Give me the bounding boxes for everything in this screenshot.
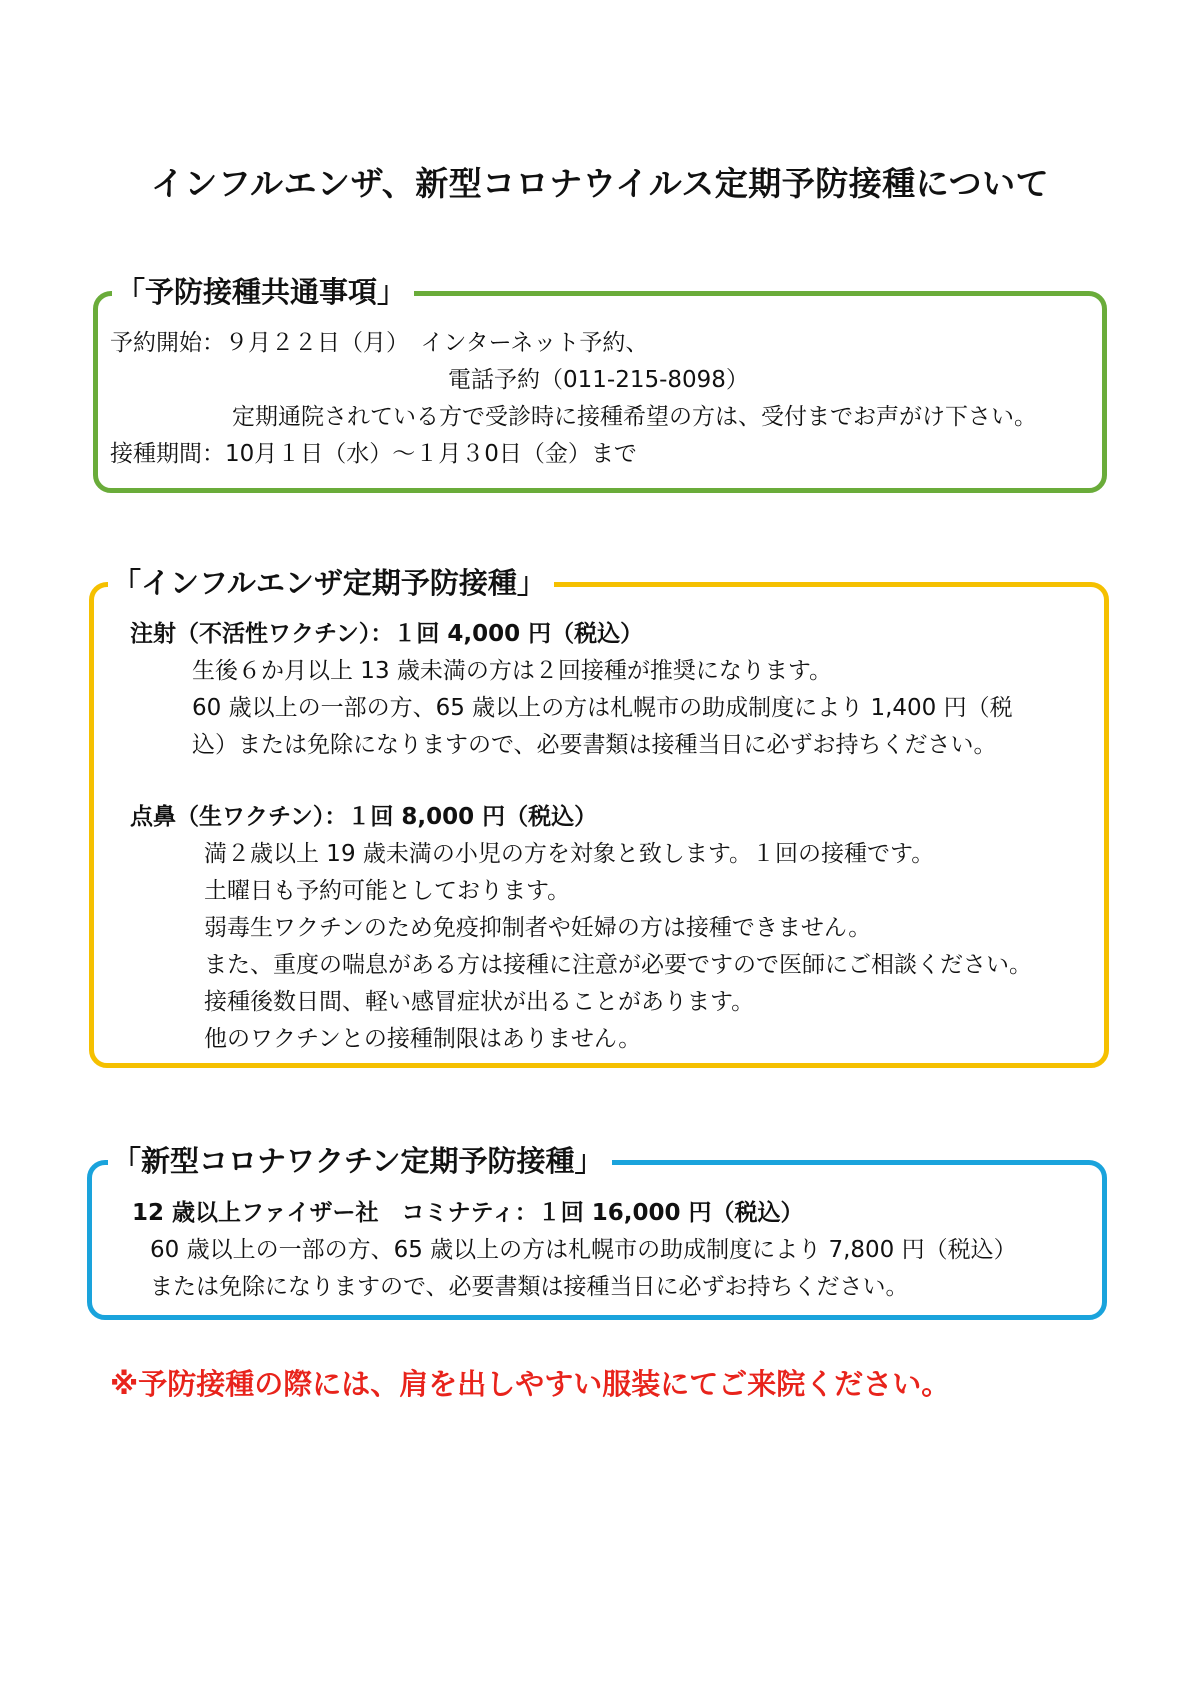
walk-in-note-line: 定期通院されている方で受診時に接種希望の方は、受付までお声がけ下さい。 <box>232 404 1037 430</box>
nasal-line: 土曜日も予約可能としております。 <box>204 878 571 904</box>
nasal-line: 接種後数日間、軽い感冒症状が出ることがあります。 <box>204 989 755 1015</box>
phone-reservation-line: 電話予約（011-215-8098） <box>448 367 749 393</box>
nasal-heading: 点鼻（生ワクチン）：１回 8,000 円（税込） <box>130 804 598 830</box>
vaccination-period-line: 接種期間：10月１日（水）～１月３0日（金）まで <box>110 441 637 467</box>
influenza-section-heading: 「インフルエンザ定期予防接種」 <box>108 563 554 603</box>
nasal-line: 他のワクチンとの接種制限はありません。 <box>204 1026 642 1052</box>
page-title: インフルエンザ、新型コロナウイルス定期予防接種について <box>150 164 1050 203</box>
reservation-start-line: 予約開始：９月２２日（月） インターネット予約、 <box>110 330 649 356</box>
nasal-line: また、重度の喘息がある方は接種に注意が必要ですので医師にご相談ください。 <box>204 952 1032 978</box>
injection-line: 込）または免除になりますので、必要書類は接種当日に必ずお持ちください。 <box>192 732 997 758</box>
nasal-line: 満２歳以上 19 歳未満の小児の方を対象と致します。１回の接種です。 <box>204 841 935 867</box>
clothing-notice: ※予防接種の際には、肩を出しやすい服装にてご来院ください。 <box>110 1367 951 1401</box>
nasal-line: 弱毒生ワクチンのため免疫抑制者や妊婦の方は接種できません。 <box>204 915 872 941</box>
covid-vaccine-heading: 12 歳以上ファイザー社 コミナティ：１回 16,000 円（税込） <box>132 1200 804 1226</box>
covid-section-heading: 「新型コロナワクチン定期予防接種」 <box>108 1141 612 1181</box>
injection-line: 60 歳以上の一部の方、65 歳以上の方は札幌市の助成制度により 1,400 円（税 <box>192 695 1013 721</box>
injection-heading: 注射（不活性ワクチン）：１回 4,000 円（税込） <box>130 621 644 647</box>
common-section-heading: 「予防接種共通事項」 <box>112 272 414 312</box>
covid-line: 60 歳以上の一部の方、65 歳以上の方は札幌市の助成制度により 7,800 円（税込） <box>150 1237 1017 1263</box>
injection-line: 生後６か月以上 13 歳未満の方は２回接種が推奨になります。 <box>192 658 833 684</box>
covid-line: または免除になりますので、必要書類は接種当日に必ずお持ちください。 <box>150 1274 909 1300</box>
